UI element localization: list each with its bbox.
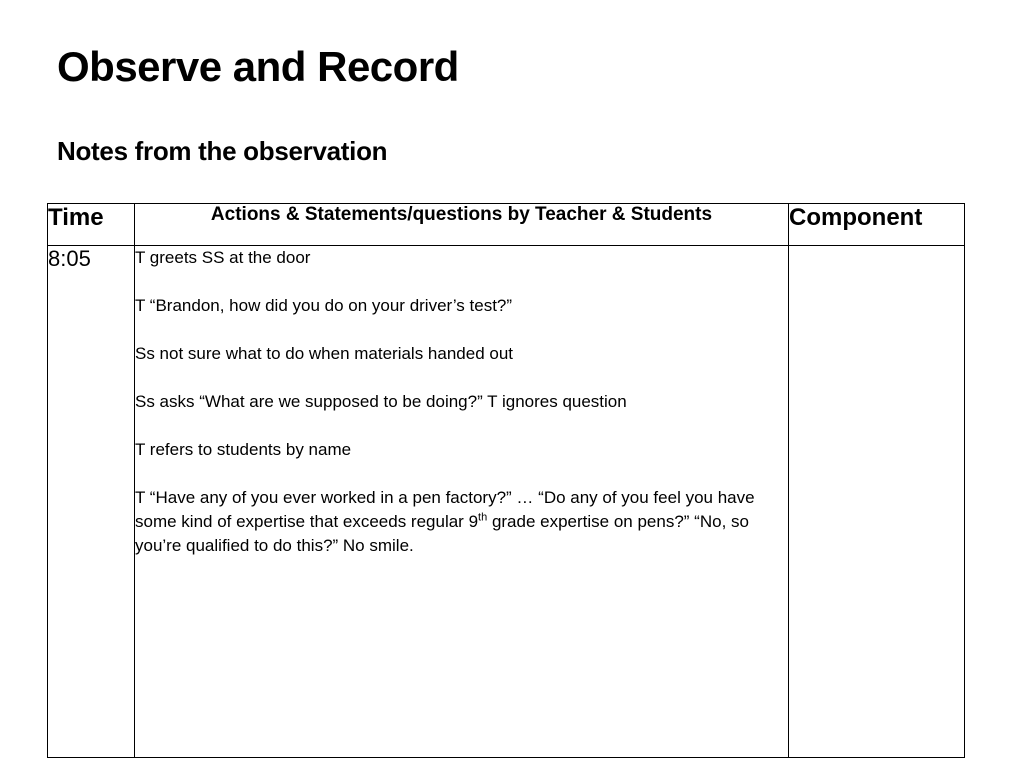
slide-subtitle: Notes from the observation xyxy=(57,136,388,166)
note-text-before: T “Have any of you ever worked in a pen factory?” … “Do any of you feel you have some kind of expertise that exceeds regular 9 xyxy=(135,488,755,531)
cell-actions xyxy=(135,246,789,758)
note-item: T greets SS at the door xyxy=(135,248,311,267)
note-item: Ss not sure what to do when materials handed out xyxy=(135,344,514,363)
note-item: T “Brandon, how did you do on your driver’s test?” xyxy=(135,296,513,315)
note-text-after: grade expertise on pens?” “No, so you’re qualified to do this?” No smile. xyxy=(135,512,749,555)
note-item: T refers to students by name xyxy=(135,440,352,459)
header-actions: Actions & Statements/questions by Teacher & Students xyxy=(135,204,789,246)
ordinal-suffix: th xyxy=(478,511,488,524)
slide-title: Observe and Record xyxy=(57,43,459,90)
header-time: Time xyxy=(48,204,135,246)
note-item: Ss asks “What are we supposed to be doing?” T ignores question xyxy=(135,392,627,411)
table-row xyxy=(48,246,965,758)
table-header-row xyxy=(48,204,965,246)
cell-component xyxy=(789,246,965,758)
observation-table xyxy=(47,203,965,758)
cell-time: 8:05 xyxy=(48,246,135,758)
header-component: Component xyxy=(789,204,965,246)
note-item-last xyxy=(135,486,788,558)
